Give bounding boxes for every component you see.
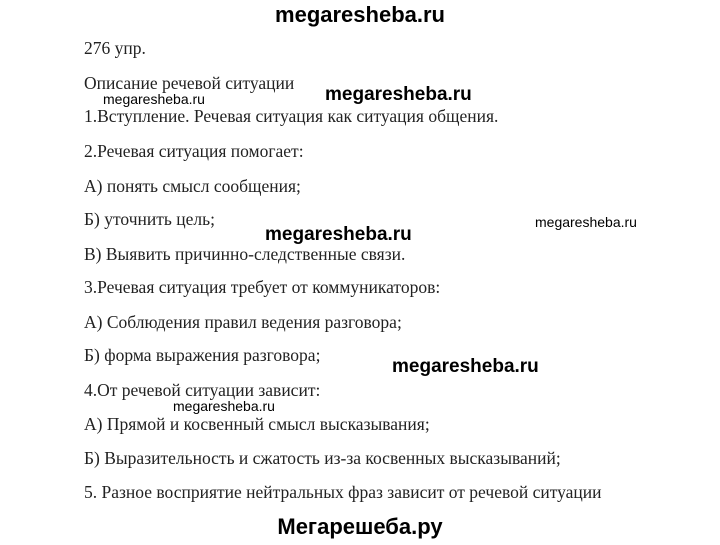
text-line-heading: Описание речевой ситуации: [84, 73, 295, 93]
text-line-3: 3.Речевая ситуация требует от коммуникаторов:: [84, 277, 441, 297]
watermark: megaresheba.ru: [392, 356, 539, 377]
text-line-3a: А) Соблюдения правил ведения разговора;: [84, 312, 402, 332]
site-header: megaresheba.ru: [275, 2, 445, 27]
watermark: megaresheba.ru: [325, 84, 472, 105]
site-footer: Мегарешеба.ру: [277, 514, 443, 539]
text-line-5: 5. Разное восприятие нейтральных фраз зависит от речевой ситуации: [84, 482, 602, 502]
text-line-2b: Б) уточнить цель;: [84, 209, 215, 229]
exercise-title: 276 упр.: [84, 38, 146, 58]
text-line-3b: Б) форма выражения разговора;: [84, 345, 321, 365]
watermark: megaresheba.ru: [173, 398, 275, 414]
text-line-4b: Б) Выразительность и сжатость из-за косвенных высказываний;: [84, 448, 561, 468]
text-line-2a: А) понять смысл сообщения;: [84, 176, 301, 196]
text-line-2: 2.Речевая ситуация помогает:: [84, 141, 304, 161]
watermark: megaresheba.ru: [103, 91, 205, 107]
text-line-4a: А) Прямой и косвенный смысл высказывания;: [84, 414, 430, 434]
watermark: megaresheba.ru: [265, 224, 412, 245]
text-line-2c: В) Выявить причинно-следственные связи.: [84, 244, 406, 264]
text-line-1: 1.Вступление. Речевая ситуация как ситуация общения.: [84, 106, 499, 126]
text-line-4: 4.От речевой ситуации зависит:: [84, 380, 321, 400]
watermark: megaresheba.ru: [535, 214, 637, 230]
